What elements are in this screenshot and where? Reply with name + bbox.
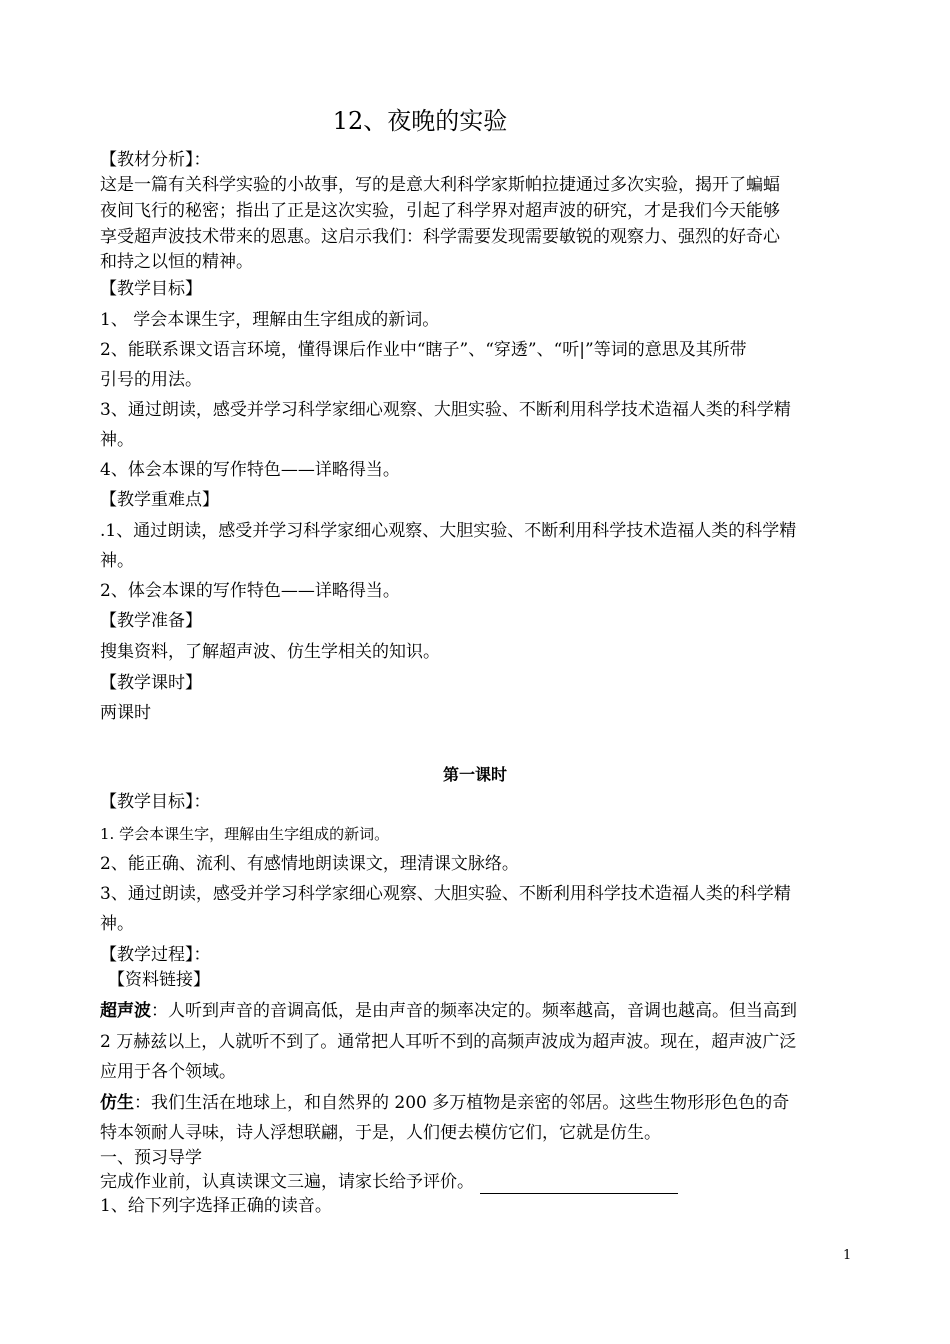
page-number: 1	[843, 1248, 852, 1263]
resource-link-heading: 【资料链接】	[108, 970, 210, 990]
goal-item: 引号的用法。	[100, 370, 202, 390]
ultrasound-paragraph-line: 2 万赫兹以上，人就听不到了。通常把人耳听不到的高频声波成为超声波。现在，超声波广泛	[100, 1032, 797, 1052]
goals-heading: 【教学目标】	[100, 279, 202, 299]
lesson-goal-item: 神。	[100, 914, 134, 934]
analysis-line-1: 这是一篇有关科学实验的小故事，写的是意大利科学家斯帕拉捷通过多次实验，揭开了蝙蝠	[100, 175, 780, 195]
prep-text: 搜集资料，了解超声波、仿生学相关的知识。	[100, 642, 440, 662]
key-point-item: .1、通过朗读，感受并学习科学家细心观察、大胆实验、不断利用科学技术造福人类的科学精	[100, 521, 797, 541]
analysis-heading: 【教材分析】：	[100, 150, 211, 170]
prep-heading: 【教学准备】	[100, 611, 202, 631]
ultrasound-definition: ：人听到声音的音调高低，是由声音的频率决定的。频率越高，音调也越高。但当高到	[151, 1001, 797, 1021]
hours-text: 两课时	[100, 703, 151, 723]
ultrasound-paragraph-line: 应用于各个领域。	[100, 1062, 236, 1082]
key-points-heading: 【教学重难点】	[100, 490, 219, 510]
key-point-item: 2、体会本课的写作特色——详略得当。	[100, 581, 400, 601]
lesson-goal-item: 2、能正确、流利、有感情地朗读课文，理清课文脉络。	[100, 854, 519, 874]
goal-item: 神。	[100, 430, 134, 450]
bionics-term: 仿生	[100, 1093, 134, 1113]
analysis-line-4: 和持之以恒的精神。	[100, 252, 253, 272]
process-heading: 【教学过程】：	[100, 945, 211, 965]
goal-item: 1、 学会本课生字，理解由生字组成的新词。	[100, 310, 440, 330]
goal-item: 4、体会本课的写作特色——详略得当。	[100, 460, 400, 480]
bionics-definition: ：我们生活在地球上，和自然界的 200 多万植物是亲密的邻居。这些生物形形色色的奇	[134, 1093, 790, 1113]
analysis-line-3: 享受超声波技术带来的恩惠。这启示我们：科学需要发现需要敏锐的观察力、强烈的好奇心	[100, 227, 780, 247]
lesson-goal-item: 3、通过朗读，感受并学习科学家细心观察、大胆实验、不断利用科学技术造福人类的科学精	[100, 884, 791, 904]
bionics-paragraph-line: 特本领耐人寻味，诗人浮想联翩，于是，人们便去模仿它们，它就是仿生。	[100, 1123, 661, 1143]
lesson-one-title: 第一课时	[442, 765, 507, 784]
question-1: 1、给下列字选择正确的读音。	[100, 1196, 332, 1216]
preview-task-line	[100, 1170, 860, 1194]
ultrasound-paragraph-line	[100, 996, 860, 1026]
page-title: 12、夜晚的实验	[332, 107, 508, 135]
bionics-paragraph-line	[100, 1088, 860, 1118]
goal-item: 3、通过朗读，感受并学习科学家细心观察、大胆实验、不断利用科学技术造福人类的科学精	[100, 400, 791, 420]
lesson-goal-item: 1. 学会本课生字，理解由生字组成的新词。	[100, 825, 390, 843]
preview-heading: 一、预习导学	[100, 1148, 202, 1168]
analysis-line-2: 夜间飞行的秘密；指出了正是这次实验，引起了科学界对超声波的研究，才是我们今天能够	[100, 201, 780, 221]
goal-item: 2、能联系课文语言环境，懂得课后作业中“瞎子”、“穿透”、“听|”等词的意思及其所带	[100, 340, 747, 360]
preview-task: 完成作业前，认真读课文三遍，请家长给予评价。	[100, 1172, 474, 1192]
hours-heading: 【教学课时】	[100, 673, 202, 693]
ultrasound-term: 超声波	[100, 1001, 151, 1021]
lesson-goals-heading: 【教学目标】：	[100, 792, 211, 812]
key-point-item: 神。	[100, 551, 134, 571]
parent-evaluation-blank[interactable]	[480, 1175, 678, 1194]
